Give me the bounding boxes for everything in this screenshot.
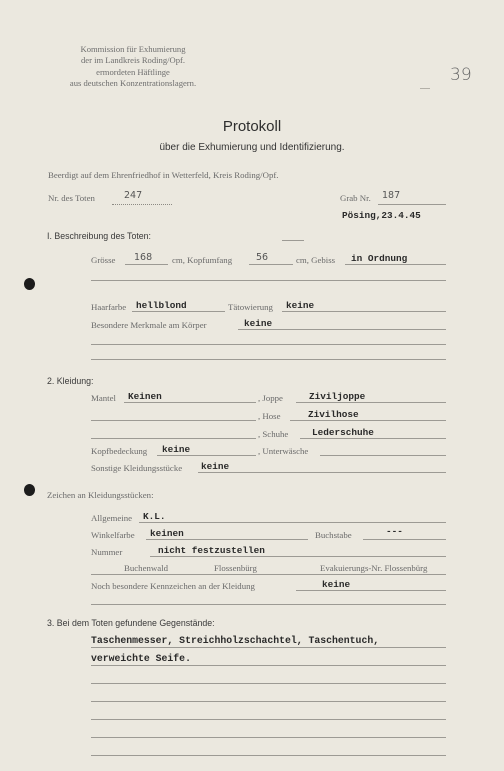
head-size-value: 56	[256, 252, 269, 263]
page-number: 39	[450, 65, 472, 85]
grave-number-label: Grab Nr.	[340, 193, 371, 203]
punch-hole-top	[24, 278, 35, 290]
document-subtitle: über die Exhumierung und Identifizierung.	[159, 142, 345, 153]
marks-label: Besondere Merkmale am Körper	[91, 320, 207, 330]
other-clothing-value: keine	[201, 461, 230, 472]
letter-value: ---	[386, 526, 403, 537]
trousers-label: , Hose	[258, 411, 281, 421]
coat-value: Keinen	[128, 391, 162, 402]
grave-number-value: 187	[382, 190, 401, 201]
angle-color-value: keinen	[150, 528, 184, 539]
headwear-value: keine	[162, 444, 191, 455]
size-value: 168	[134, 252, 153, 263]
general-value: K.L.	[143, 511, 166, 522]
angle-color-label: Winkelfarbe	[91, 530, 135, 540]
commission-header	[48, 44, 218, 90]
number-label: Nummer	[91, 547, 123, 557]
markings-heading: Zeichen an Kleidungsstücken:	[47, 490, 154, 500]
marks-value: keine	[244, 318, 273, 329]
headwear-label: Kopfbedeckung	[91, 446, 148, 456]
section-1-heading: I. Beschreibung des Toten:	[47, 231, 152, 241]
header-line-4: aus deutschen Konzentrationslagern.	[69, 78, 197, 89]
items-line-1: Taschenmesser, Streichholzschachtel, Taschentuch,	[91, 635, 380, 646]
letter-label: Buchstabe	[315, 530, 352, 540]
head-size-label: cm, Kopfumfang	[172, 255, 233, 265]
jacket-value: Ziviljoppe	[309, 391, 366, 402]
dead-number-value: 247	[124, 190, 143, 201]
items-line-2: verweichte Seife.	[91, 653, 191, 664]
burial-line: Beerdigt auf dem Ehrenfriedhof in Wetterfeld, Kreis Roding/Opf.	[48, 170, 279, 180]
number-value: nicht festzustellen	[158, 545, 265, 556]
jacket-label: , Joppe	[258, 393, 283, 403]
hair-value: hellblond	[136, 300, 187, 311]
dead-number-label: Nr. des Toten	[48, 193, 95, 203]
shoes-value: Lederschuhe	[312, 427, 374, 438]
tattoo-value: keine	[286, 300, 315, 311]
shoes-label: , Schuhe	[258, 429, 289, 439]
camp-evacuation: Evakuierungs-Nr. Flossenbürg	[320, 563, 428, 573]
teeth-label: cm, Gebiss	[296, 255, 336, 265]
punch-hole-bottom	[24, 484, 35, 496]
other-clothing-label: Sonstige Kleidungsstücke	[91, 463, 183, 473]
hair-label: Haarfarbe	[91, 302, 127, 312]
camp-buchenwald: Buchenwald	[124, 563, 168, 573]
general-label: Allgemeine	[91, 513, 133, 523]
header-line-3: ermordeten Häftlinge	[96, 66, 170, 77]
camp-flossenbuerg: Flossenbürg	[214, 563, 257, 573]
header-line-1: Kommission für Exhumierung	[80, 44, 186, 54]
trousers-value: Zivilhose	[308, 409, 359, 420]
coat-label: Mantel	[91, 393, 116, 403]
grave-location: Pösing,23.4.45	[342, 210, 421, 221]
section-2-heading: 2. Kleidung:	[47, 376, 94, 386]
section-3-heading: 3. Bei dem Toten gefundene Gegenstände:	[47, 618, 215, 628]
size-label: Grösse	[91, 255, 116, 265]
other-marks-label: Noch besondere Kennzeichen an der Kleidung	[91, 581, 255, 591]
teeth-value: in Ordnung	[351, 253, 408, 264]
tattoo-label: Tätowierung	[228, 302, 273, 312]
other-marks-value: keine	[322, 579, 351, 590]
underwear-label: , Unterwäsche	[258, 446, 309, 456]
document-title: Protokoll	[222, 118, 282, 135]
header-line-2: der im Landkreis Roding/Opf.	[80, 55, 186, 66]
